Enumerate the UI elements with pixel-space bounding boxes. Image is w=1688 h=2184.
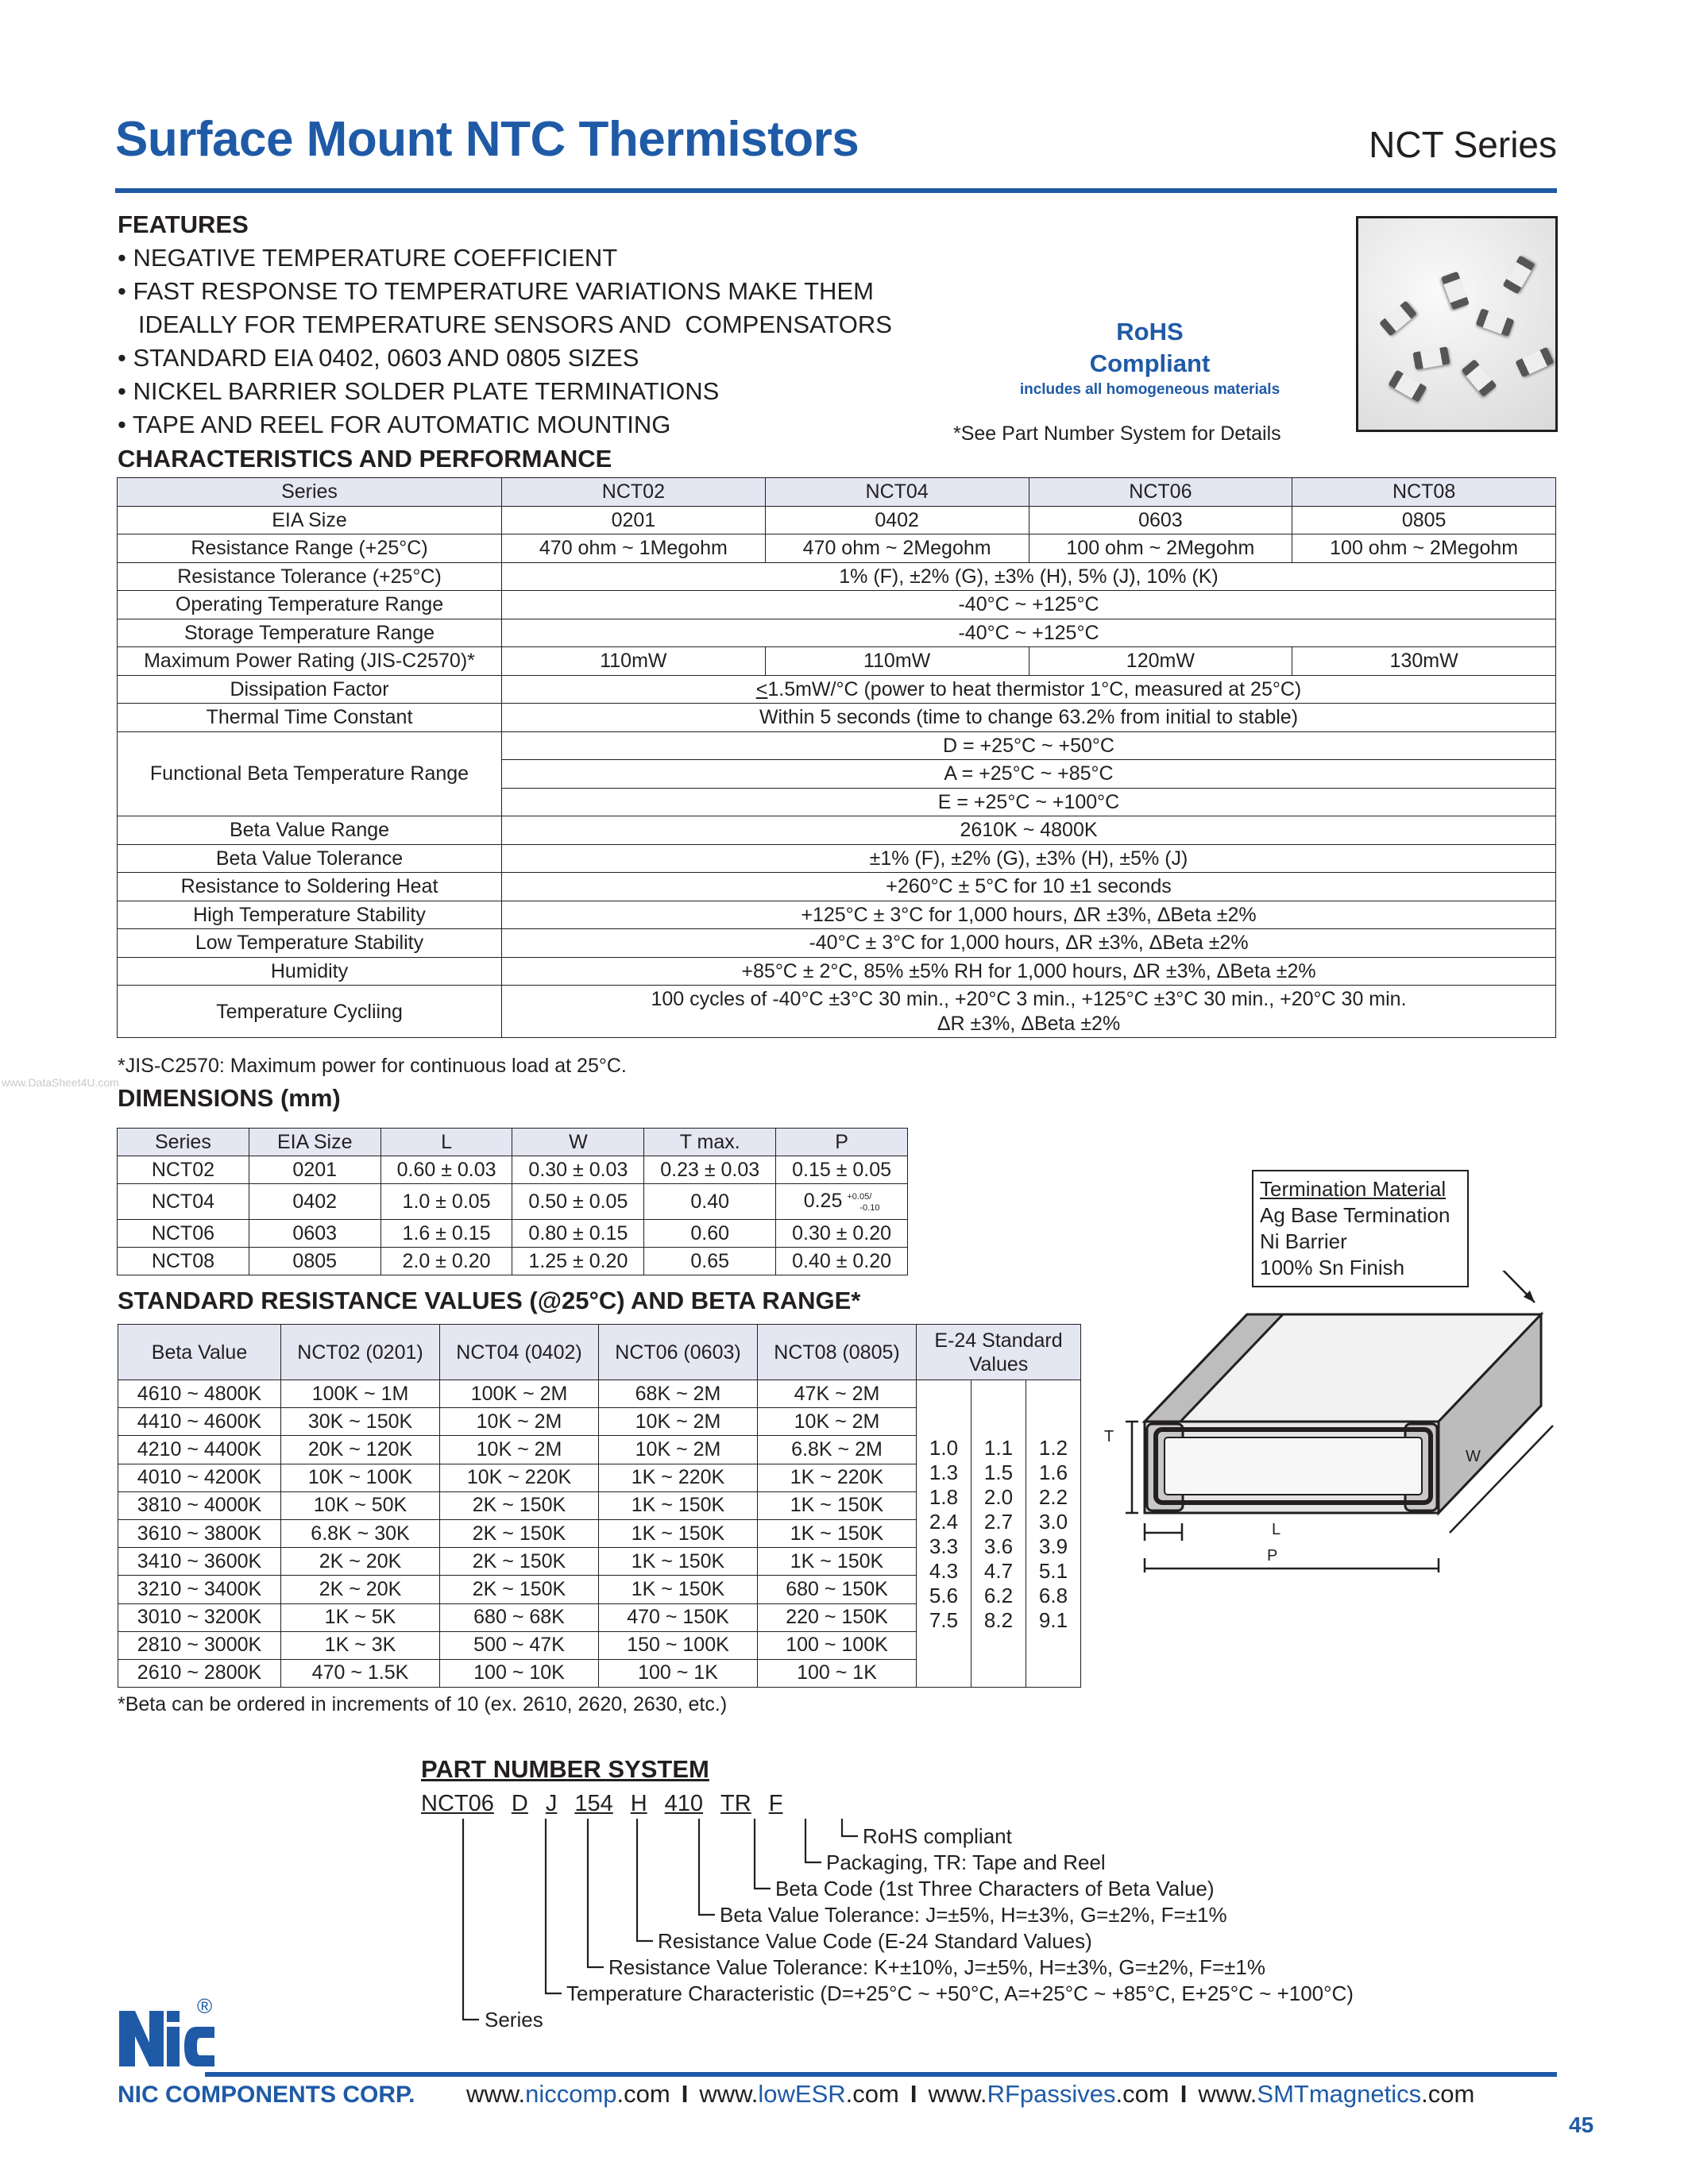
pn-legend-series: Series xyxy=(485,2008,543,2032)
table-cell xyxy=(776,1184,908,1220)
e24-value: 1.2 xyxy=(1038,1436,1068,1460)
table-cell: W xyxy=(512,1129,644,1156)
table-cell: 2K ~ 150K xyxy=(440,1548,599,1576)
table-cell: 68K ~ 2M xyxy=(599,1380,758,1408)
product-photo xyxy=(1356,216,1558,432)
e24-value: 3.6 xyxy=(983,1534,1014,1558)
link-part: SMTmagnetics xyxy=(1257,2080,1422,2108)
table-row xyxy=(118,675,1556,704)
table-cell: ±1% (F), ±2% (G), ±3% (H), ±5% (J) xyxy=(502,844,1556,873)
table-row xyxy=(118,647,1556,676)
series-name: NCT Series xyxy=(1369,124,1557,165)
table-cell: 3210 ~ 3400K xyxy=(118,1576,281,1603)
table-row xyxy=(118,1156,908,1184)
e24-value: 1.5 xyxy=(983,1461,1014,1484)
table-cell: 470 ~ 150K xyxy=(599,1603,758,1631)
table-cell: Beta Value Tolerance xyxy=(118,844,502,873)
features-heading: FEATURES xyxy=(118,210,249,238)
table-cell: Maximum Power Rating (JIS-C2570)* xyxy=(118,647,502,676)
termination-title: Termination Material xyxy=(1260,1177,1447,1201)
less-equal-sign: < xyxy=(755,677,768,700)
table-cell: 100 ~ 100K xyxy=(758,1631,917,1659)
table-cell: 100 ~ 1K xyxy=(599,1659,758,1687)
link-part: .com xyxy=(616,2080,670,2108)
table-cell: Low Temperature Stability xyxy=(118,929,502,958)
table-row xyxy=(118,957,1556,986)
table-cell: 1K ~ 150K xyxy=(599,1548,758,1576)
table-row xyxy=(118,1248,908,1275)
table-header-row xyxy=(118,478,1556,507)
e24-value: 7.5 xyxy=(929,1608,959,1632)
table-cell: Temperature Cycliing xyxy=(118,986,502,1038)
chip-dimension-diagram xyxy=(1088,1271,1565,1572)
table-cell: Functional Beta Temperature Range xyxy=(118,731,502,816)
table-cell: 0.15 ± 0.05 xyxy=(776,1156,908,1184)
table-cell: 0.80 ± 0.15 xyxy=(512,1220,644,1248)
tol-lower: -0.10 xyxy=(859,1202,880,1213)
table-cell: EIA Size xyxy=(118,506,502,534)
table-cell: NCT02 (0201) xyxy=(281,1325,440,1380)
watermark: www.DataSheet4U.com xyxy=(2,1076,119,1089)
table-cell xyxy=(502,986,1556,1038)
pn-legend-packaging: Packaging, TR: Tape and Reel xyxy=(826,1850,1106,1874)
link-part: .com xyxy=(1421,2080,1475,2108)
table-cell: 150 ~ 100K xyxy=(599,1631,758,1659)
website-link-smtmagnetics[interactable] xyxy=(1198,2080,1474,2108)
separator: I xyxy=(910,2080,917,2108)
cell-line: ΔR ±3%, ΔBeta ±2% xyxy=(937,1012,1121,1035)
cell-text: 1.5mW/°C (power to heat thermistor 1°C, measured at 25°C) xyxy=(767,677,1302,700)
table-cell: NCT08 xyxy=(118,1248,249,1275)
rohs-line2: Compliant xyxy=(1089,349,1211,377)
link-part: .com xyxy=(845,2080,899,2108)
table-cell: Resistance Range (+25°C) xyxy=(118,534,502,563)
e24-value: 4.3 xyxy=(929,1559,959,1583)
pn-code: 154 xyxy=(574,1791,613,1816)
e24-column xyxy=(971,1380,1026,1688)
table-cell: 1K ~ 150K xyxy=(758,1491,917,1519)
table-cell: 0.65 xyxy=(644,1248,776,1275)
table-row xyxy=(118,562,1556,591)
table-cell: 4610 ~ 4800K xyxy=(118,1380,281,1408)
e24-value: 2.7 xyxy=(983,1510,1014,1534)
table-cell xyxy=(917,1325,1081,1380)
table-cell: 10K ~ 50K xyxy=(281,1491,440,1519)
pn-legend-temp-characteristic: Temperature Characteristic (D=+25°C ~ +50°C, A=+25°C ~ +85°C, E+25°C ~ +100°C) xyxy=(566,1981,1354,2005)
e24-value: 1.0 xyxy=(929,1436,959,1460)
pn-code: J xyxy=(545,1791,558,1816)
page-number: 45 xyxy=(1569,2113,1594,2137)
table-cell: 0805 xyxy=(249,1248,380,1275)
table-cell: 100 ohm ~ 2Megohm xyxy=(1292,534,1556,563)
table-cell: 0.23 ± 0.03 xyxy=(644,1156,776,1184)
table-cell: 1K ~ 150K xyxy=(599,1491,758,1519)
table-cell: 4010 ~ 4200K xyxy=(118,1464,281,1491)
table-cell: D = +25°C ~ +50°C xyxy=(502,731,1556,760)
table-cell: 110mW xyxy=(502,647,766,676)
table-cell: 1K ~ 150K xyxy=(758,1519,917,1547)
table-cell: A = +25°C ~ +85°C xyxy=(502,760,1556,789)
table-cell: 0402 xyxy=(249,1184,380,1220)
table-row xyxy=(118,1184,908,1220)
pn-code: F xyxy=(768,1791,783,1816)
table-cell: 1K ~ 5K xyxy=(281,1603,440,1631)
header-rule xyxy=(115,188,1557,193)
link-part: niccomp xyxy=(525,2080,617,2108)
table-row xyxy=(118,986,1556,1038)
table-cell: 0.60 xyxy=(644,1220,776,1248)
table-cell: 470 ohm ~ 2Megohm xyxy=(765,534,1029,563)
feature-item: • NICKEL BARRIER SOLDER PLATE TERMINATIONS xyxy=(118,377,720,405)
table-cell: 0201 xyxy=(502,506,766,534)
table-cell: +125°C ± 3°C for 1,000 hours, ΔR ±3%, ΔBeta ±2% xyxy=(502,901,1556,929)
table-cell: 0.30 ± 0.20 xyxy=(776,1220,908,1248)
table-cell: High Temperature Stability xyxy=(118,901,502,929)
table-row xyxy=(118,901,1556,929)
table-cell: Dissipation Factor xyxy=(118,675,502,704)
table-cell: Humidity xyxy=(118,957,502,986)
e24-value: 5.6 xyxy=(929,1584,959,1607)
dimensions-table xyxy=(117,1128,908,1275)
table-row xyxy=(118,619,1556,647)
e24-value: 3.0 xyxy=(1038,1510,1068,1534)
table-cell: Series xyxy=(118,478,502,507)
table-cell: 3610 ~ 3800K xyxy=(118,1519,281,1547)
table-cell: 2K ~ 150K xyxy=(440,1576,599,1603)
table-cell: 1K ~ 3K xyxy=(281,1631,440,1659)
company-name: NIC COMPONENTS CORP. xyxy=(118,2082,415,2108)
features-section xyxy=(118,208,892,442)
table-cell: 130mW xyxy=(1292,647,1556,676)
table-cell: 3010 ~ 3200K xyxy=(118,1603,281,1631)
pn-code: D xyxy=(511,1791,528,1816)
table-cell: 470 ~ 1.5K xyxy=(281,1659,440,1687)
cell-line: E-24 Standard xyxy=(934,1329,1063,1352)
table-cell: Resistance to Soldering Heat xyxy=(118,873,502,901)
table-cell: 2.0 ± 0.20 xyxy=(380,1248,512,1275)
p-label: P xyxy=(1267,1547,1278,1565)
e24-value: 2.2 xyxy=(1038,1485,1068,1509)
table-cell: 6.8K ~ 2M xyxy=(758,1436,917,1464)
e24-value: 8.2 xyxy=(983,1608,1014,1632)
table-cell: NCT04 xyxy=(765,478,1029,507)
table-cell: 10K ~ 2M xyxy=(599,1408,758,1436)
table-cell: 0402 xyxy=(765,506,1029,534)
table-cell: NCT08 (0805) xyxy=(758,1325,917,1380)
table-cell: 20K ~ 120K xyxy=(281,1436,440,1464)
table-cell: -40°C ~ +125°C xyxy=(502,619,1556,647)
pn-legend-beta-tolerance: Beta Value Tolerance: J=±5%, H=±3%, G=±2%, F=±1% xyxy=(720,1903,1227,1927)
beta-note: *Beta can be ordered in increments of 10 (ex. 2610, 2620, 2630, etc.) xyxy=(118,1693,728,1715)
pn-legend-beta-code: Beta Code (1st Three Characters of Beta Value) xyxy=(775,1877,1215,1900)
table-cell: Series xyxy=(118,1129,249,1156)
link-part: .com xyxy=(1115,2080,1169,2108)
e24-value: 6.8 xyxy=(1038,1584,1068,1607)
table-cell: 1K ~ 150K xyxy=(599,1519,758,1547)
e24-value: 2.4 xyxy=(929,1510,959,1534)
table-cell: 10K ~ 220K xyxy=(440,1464,599,1491)
link-part: www. xyxy=(928,2080,987,2108)
feature-item: • STANDARD EIA 0402, 0603 AND 0805 SIZES xyxy=(118,344,639,372)
link-part: RFpassives xyxy=(987,2080,1116,2108)
table-cell: Resistance Tolerance (+25°C) xyxy=(118,562,502,591)
website-link-niccomp[interactable] xyxy=(466,2080,670,2108)
table-cell: 100K ~ 2M xyxy=(440,1380,599,1408)
pn-code: 410 xyxy=(664,1791,704,1816)
table-cell: +85°C ± 2°C, 85% ±5% RH for 1,000 hours, ΔR ±3%, ΔBeta ±2% xyxy=(502,957,1556,986)
table-cell: Beta Value xyxy=(118,1325,281,1380)
table-cell: 0603 xyxy=(249,1220,380,1248)
table-cell: NCT04 xyxy=(118,1184,249,1220)
table-cell: 0.50 ± 0.05 xyxy=(512,1184,644,1220)
rohs-line3: includes all homogeneous materials xyxy=(1019,381,1280,398)
website-links xyxy=(466,2080,1474,2109)
feature-item: • FAST RESPONSE TO TEMPERATURE VARIATIONS MAKE THEM xyxy=(118,277,874,305)
table-cell: 500 ~ 47K xyxy=(440,1631,599,1659)
pn-legend-resistance-tolerance: Resistance Value Tolerance: K+±10%, J=±5%, H=±3%, G=±2%, F=±1% xyxy=(608,1955,1265,1979)
pn-legend-rohs: RoHS compliant xyxy=(863,1824,1012,1848)
table-cell: 6.8K ~ 30K xyxy=(281,1519,440,1547)
table-cell: 2610K ~ 4800K xyxy=(502,816,1556,845)
table-cell: 2K ~ 20K xyxy=(281,1576,440,1603)
e24-value: 5.1 xyxy=(1038,1559,1068,1583)
table-cell: 10K ~ 2M xyxy=(599,1436,758,1464)
table-cell: Thermal Time Constant xyxy=(118,704,502,732)
part-number-example xyxy=(421,1791,800,1817)
e24-value: 6.2 xyxy=(983,1584,1014,1607)
table-cell: 1K ~ 150K xyxy=(599,1576,758,1603)
table-cell xyxy=(502,675,1556,704)
e24-column xyxy=(1026,1380,1081,1688)
e24-value: 1.8 xyxy=(929,1485,959,1509)
link-part: www. xyxy=(699,2080,759,2108)
jis-note: *JIS-C2570: Maximum power for continuous load at 25°C. xyxy=(118,1055,627,1077)
table-cell: NCT02 xyxy=(502,478,766,507)
standard-values-heading: STANDARD RESISTANCE VALUES (@25°C) AND BETA RANGE* xyxy=(118,1287,861,1314)
table-cell: 1.25 ± 0.20 xyxy=(512,1248,644,1275)
link-part: www. xyxy=(1198,2080,1257,2108)
table-cell: T max. xyxy=(644,1129,776,1156)
table-cell: 120mW xyxy=(1029,647,1292,676)
page-title: Surface Mount NTC Thermistors xyxy=(115,112,859,167)
e24-value: 1.3 xyxy=(929,1461,959,1484)
table-cell: P xyxy=(776,1129,908,1156)
termination-line: Ag Base Termination xyxy=(1260,1203,1450,1227)
feature-item: • NEGATIVE TEMPERATURE COEFFICIENT xyxy=(118,244,618,272)
feature-item: IDEALLY FOR TEMPERATURE SENSORS AND COMPENSATORS xyxy=(118,311,892,338)
registered-mark: ® xyxy=(197,1994,213,2018)
table-cell: 0805 xyxy=(1292,506,1556,534)
table-cell: NCT08 xyxy=(1292,478,1556,507)
e24-value: 3.9 xyxy=(1038,1534,1068,1558)
table-cell: 0201 xyxy=(249,1156,380,1184)
table-cell: +260°C ± 5°C for 10 ±1 seconds xyxy=(502,873,1556,901)
table-row xyxy=(118,816,1556,845)
table-cell: Beta Value Range xyxy=(118,816,502,845)
table-cell: 2610 ~ 2800K xyxy=(118,1659,281,1687)
rohs-note: *See Part Number System for Details xyxy=(953,423,1281,445)
table-cell: 0.40 ± 0.20 xyxy=(776,1248,908,1275)
table-cell: NCT06 xyxy=(118,1220,249,1248)
cell-line: 100 cycles of -40°C ±3°C 30 min., +20°C 3 min., +125°C ±3°C 30 min., +20°C 30 min. xyxy=(651,987,1407,1010)
characteristics-heading: CHARACTERISTICS AND PERFORMANCE xyxy=(118,445,612,473)
l-label: L xyxy=(1272,1521,1281,1538)
table-cell: 110mW xyxy=(765,647,1029,676)
table-row xyxy=(118,929,1556,958)
table-cell: 1K ~ 220K xyxy=(599,1464,758,1491)
website-link-lowesr[interactable] xyxy=(699,2080,899,2108)
e24-value: 9.1 xyxy=(1038,1608,1068,1632)
table-cell: -40°C ~ +125°C xyxy=(502,591,1556,619)
separator: I xyxy=(681,2080,689,2108)
table-cell: 3410 ~ 3600K xyxy=(118,1548,281,1576)
table-cell: 100 ~ 1K xyxy=(758,1659,917,1687)
standard-values-table xyxy=(118,1324,1081,1688)
table-cell: 1K ~ 220K xyxy=(758,1464,917,1491)
e24-column xyxy=(917,1380,971,1688)
table-cell: E = +25°C ~ +100°C xyxy=(502,788,1556,816)
rohs-line1: RoHS xyxy=(1116,318,1184,345)
table-cell: 10K ~ 2M xyxy=(440,1436,599,1464)
table-header-row xyxy=(118,1325,1081,1380)
table-cell: 2K ~ 20K xyxy=(281,1548,440,1576)
table-row xyxy=(118,1220,908,1248)
table-row xyxy=(118,704,1556,732)
table-cell: 4410 ~ 4600K xyxy=(118,1408,281,1436)
table-cell: 3810 ~ 4000K xyxy=(118,1491,281,1519)
e24-value: 3.3 xyxy=(929,1534,959,1558)
part-number-heading: PART NUMBER SYSTEM xyxy=(421,1755,709,1783)
table-cell: Operating Temperature Range xyxy=(118,591,502,619)
table-cell: 0603 xyxy=(1029,506,1292,534)
table-row xyxy=(118,844,1556,873)
table-row xyxy=(118,506,1556,534)
table-cell: NCT06 (0603) xyxy=(599,1325,758,1380)
table-cell: 2K ~ 150K xyxy=(440,1519,599,1547)
table-cell: 0.30 ± 0.03 xyxy=(512,1156,644,1184)
termination-line: Ni Barrier xyxy=(1260,1229,1347,1253)
website-link-rfpassives[interactable] xyxy=(928,2080,1168,2108)
feature-item: • TAPE AND REEL FOR AUTOMATIC MOUNTING xyxy=(118,411,671,438)
table-cell: 680 ~ 150K xyxy=(758,1576,917,1603)
table-cell: 1% (F), ±2% (G), ±3% (H), 5% (J), 10% (K) xyxy=(502,562,1556,591)
table-cell: NCT04 (0402) xyxy=(440,1325,599,1380)
table-cell: 47K ~ 2M xyxy=(758,1380,917,1408)
link-part: www. xyxy=(466,2080,526,2108)
table-cell: Storage Temperature Range xyxy=(118,619,502,647)
table-row xyxy=(118,534,1556,563)
table-cell: 680 ~ 68K xyxy=(440,1603,599,1631)
table-row xyxy=(118,873,1556,901)
table-header-row xyxy=(118,1129,908,1156)
table-row xyxy=(118,591,1556,619)
e24-value: 4.7 xyxy=(983,1559,1014,1583)
dimensions-heading: DIMENSIONS (mm) xyxy=(118,1084,341,1112)
table-cell: 4210 ~ 4400K xyxy=(118,1436,281,1464)
footer-rule xyxy=(205,2072,1557,2077)
table-cell: 100 ohm ~ 2Megohm xyxy=(1029,534,1292,563)
termination-box xyxy=(1252,1170,1469,1287)
rohs-badge xyxy=(989,316,1311,400)
table-cell: 100K ~ 1M xyxy=(281,1380,440,1408)
w-label: W xyxy=(1466,1448,1481,1465)
table-cell: 0.40 xyxy=(644,1184,776,1220)
t-label: T xyxy=(1104,1428,1114,1445)
e24-value: 2.0 xyxy=(983,1485,1014,1509)
table-cell: 10K ~ 100K xyxy=(281,1464,440,1491)
table-cell: NCT02 xyxy=(118,1156,249,1184)
table-cell: 2810 ~ 3000K xyxy=(118,1631,281,1659)
table-cell: 0.60 ± 0.03 xyxy=(380,1156,512,1184)
table-cell: 1.0 ± 0.05 xyxy=(380,1184,512,1220)
table-cell: -40°C ± 3°C for 1,000 hours, ΔR ±3%, ΔBeta ±2% xyxy=(502,929,1556,958)
characteristics-table xyxy=(117,477,1556,1038)
table-cell: 100 ~ 10K xyxy=(440,1659,599,1687)
pn-code: H xyxy=(630,1791,647,1816)
termination-line: 100% Sn Finish xyxy=(1260,1256,1405,1279)
e24-value: 1.1 xyxy=(983,1436,1014,1460)
table-row xyxy=(118,1380,1081,1408)
table-cell: L xyxy=(380,1129,512,1156)
pn-code: NCT06 xyxy=(421,1791,494,1816)
table-cell: NCT06 xyxy=(1029,478,1292,507)
table-cell: 220 ~ 150K xyxy=(758,1603,917,1631)
table-cell: 1.6 ± 0.15 xyxy=(380,1220,512,1248)
tol-upper: +0.05/ xyxy=(847,1191,872,1202)
e24-value: 1.6 xyxy=(1038,1461,1068,1484)
cell-line: Values xyxy=(968,1352,1029,1376)
link-part: lowESR xyxy=(758,2080,846,2108)
table-cell: Within 5 seconds (time to change 63.2% from initial to stable) xyxy=(502,704,1556,732)
table-cell: 10K ~ 2M xyxy=(440,1408,599,1436)
table-row xyxy=(118,731,1556,760)
table-cell: EIA Size xyxy=(249,1129,380,1156)
table-cell: 470 ohm ~ 1Megohm xyxy=(502,534,766,563)
pn-legend-resistance-code: Resistance Value Code (E-24 Standard Values) xyxy=(658,1929,1092,1953)
cell-text: 0.25 xyxy=(803,1190,843,1213)
table-cell: 30K ~ 150K xyxy=(281,1408,440,1436)
table-cell: 10K ~ 2M xyxy=(758,1408,917,1436)
table-cell: 2K ~ 150K xyxy=(440,1491,599,1519)
table-cell: 1K ~ 150K xyxy=(758,1548,917,1576)
pn-code: TR xyxy=(720,1791,751,1816)
separator: I xyxy=(1180,2080,1188,2108)
